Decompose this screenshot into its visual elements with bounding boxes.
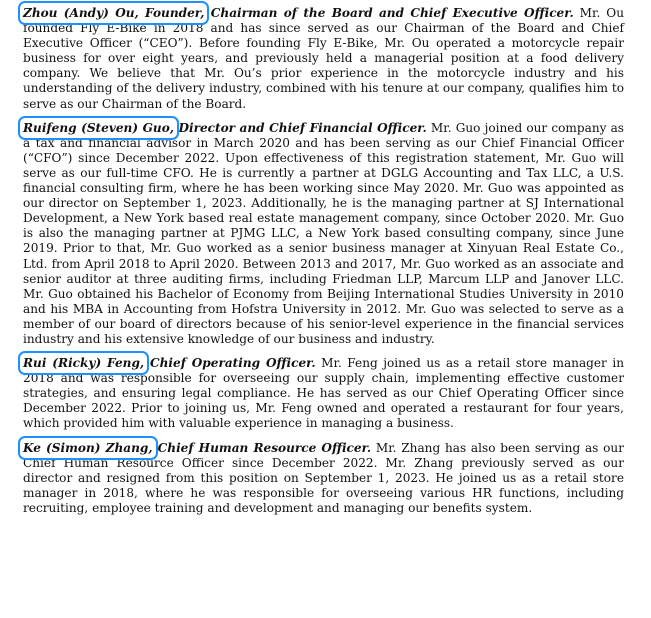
bio-name-highlight: Zhou (Andy) Ou, Founder, [23,6,205,20]
bio-title: Chairman of the Board and Chief Executive Officer. [204,6,574,20]
bio-text: Mr. Ou founded Fly E-Bike in 2018 and has since served as our Chairman of the Board and Chief Executive Officer (“CEO”). Before founding Fly E-Bike, Mr. Ou operated a motorcycle repair business for over eight years, and previously held a managerial position at a food delivery company. We believe that Mr. Ou’s prior experience in the motorcycle industry and his understanding of the delivery industry, combined with his tenure at our company, qualifies him to serve as our Chairman of the Board. [23,6,625,111]
bio-text: Mr. Zhang has also been serving as our Chief Human Resource Officer since December 2022. Mr. Zhang previously served as our director and resigned from this position on September 1, 2023. He joined us as a retail store manager in 2018, where he was responsible for overseeing various HR functions, including recruiting, employee training and development and managing our benefits system. [23,440,624,515]
bio-name-highlight: Ruifeng (Steven) Guo, [23,120,174,135]
bio-title: Chief Operating Officer. [144,356,316,371]
bio-rui-feng [23,356,624,431]
bio-title: Chief Human Resource Officer. [152,440,372,455]
bio-ruifeng-guo [23,121,624,347]
document-page [23,6,624,525]
bio-text: Mr. Feng joined us as a retail store manager in 2018 and was responsible for overseeing our supply chain, implementing effective customer strategies, and ensuring legal compliance. He has served as our Chief Operating Officer since December 2022. Prior to joining us, Mr. Feng owned and operated a restaurant for four years, which provided him with valuable experience in managing a business. [23,356,624,431]
bio-zhou-ou [23,6,624,112]
bio-name-highlight: Ke (Simon) Zhang, [23,440,153,455]
bio-title: Director and Chief Financial Officer. [173,120,427,135]
bio-text: Mr. Guo joined our company as a tax and financial advisor in March 2020 and has been serving as our Chief Financial Officer (“CFO”) since December 2022. Upon effectiveness of this registration statement, Mr. Guo will serve as our full-time CFO. He is currently a partner at DGLG Accounting and Tax LLC, a U.S. financial consulting firm, where he has been working since May 2020. Mr. Guo was appointed as our director on September 1, 2023. Additionally, he is the managing partner at SJ International Development, a New York based real estate management company, since October 2020. Mr. Guo is also the managing partner at PJMG LLC, a New York based consulting company, since June 2019. Prior to that, Mr. Guo worked as a senior business manager at Xinyuan Real Estate Co., Ltd. from April 2018 to April 2020. Between 2013 and 2017, Mr. Guo worked as an associate and senior auditor at three auditing firms, including Friedman LLP, Marcum LLP and Janover LLC. Mr. Guo obtained his Bachelor of Economy from Beijing International Studies University in 2010 and his MBA in Accounting from Hofstra University in 2012. Mr. Guo was selected to serve as a member of our board of directors because of his senior-level experience in the financial services industry and his extensive knowledge of our business and industry. [23,120,624,346]
bio-ke-zhang [23,441,624,516]
bio-name-highlight: Rui (Ricky) Feng, [23,356,145,371]
